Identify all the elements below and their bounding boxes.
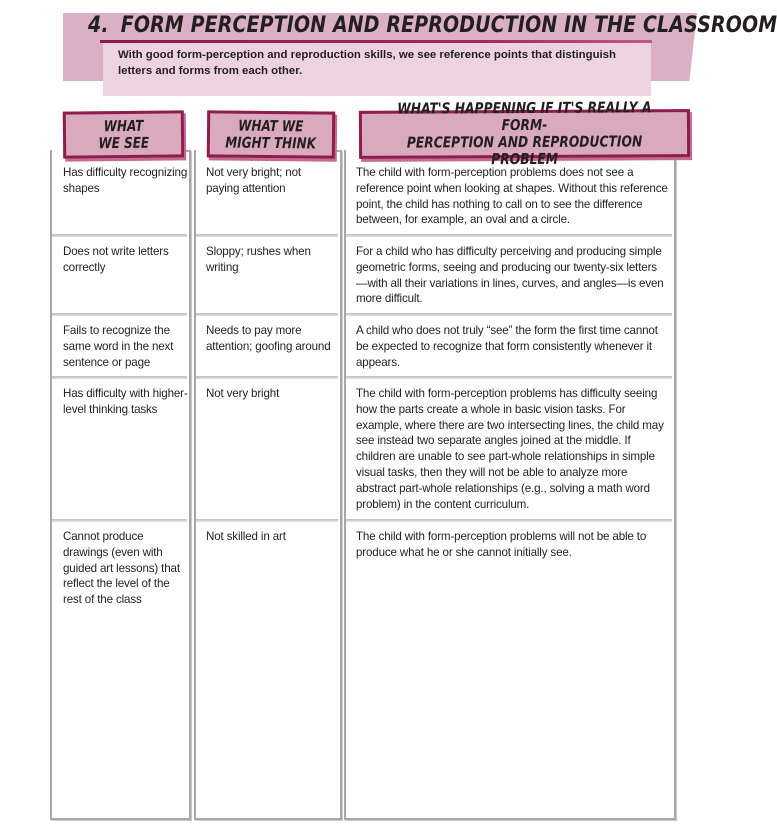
table-cell-whats-happening: The child with form-perception problems will not be able to produce what he or she cannot initially see.: [356, 530, 647, 559]
column-header-label: WHAT'S HAPPENING IF IT'S REALLY A FORM- PERCEPTION AND REPRODUCTION PROBLEM: [397, 98, 652, 169]
row-divider: [346, 313, 672, 316]
column-header-label: WHAT WE MIGHT THINK: [225, 116, 317, 152]
table-cell-whats-happening: For a child who has difficulty perceiving and producing simple geometric forms, seeing and producing our twenty-six letters—with all their variations in lines, curves, and angles—is even more difficult.: [356, 245, 664, 306]
row-divider: [52, 313, 187, 316]
column-header-label: WHAT WE SEE: [98, 116, 150, 152]
row-divider: [196, 519, 338, 522]
row-divider: [52, 234, 187, 237]
table-cell-what-we-see: Does not write letters correctly: [63, 245, 169, 274]
row-divider: [196, 234, 338, 237]
table-cell-what-we-might-think: Needs to pay more attention; goofing around: [206, 324, 331, 353]
table-cell-whats-happening: The child with form-perception problems has difficulty seeing how the parts create a whole in basic vision tasks. For example, where there are two intersecting lines, the child may see instead two separate angles joined at the middle. If children are unable to see part-whole relationships in simple visual tasks, then they will not be able to analyze more abstract part-whole relationships (e.g., solving a math word problem) in the content curriculum.: [356, 387, 664, 511]
table-cell-what-we-might-think: Not very bright; not paying attention: [206, 166, 301, 195]
column-header-what-we-see: [63, 110, 184, 158]
column-header-what-we-might-think: [207, 110, 335, 158]
row-divider: [346, 376, 672, 379]
column-header-whats-happening: [359, 98, 690, 169]
row-divider: [52, 376, 187, 379]
table-cell-what-we-see: Has difficulty recognizing shapes: [63, 166, 188, 195]
row-divider: [52, 519, 187, 522]
table-cell-what-we-might-think: Not skilled in art: [206, 530, 286, 543]
table-cell-what-we-might-think: Not very bright: [206, 387, 280, 400]
table-cell-what-we-see: Cannot produce drawings (even with guided art lessons) that reflect the level of the rest of the class: [63, 530, 180, 607]
title-underline: [100, 40, 652, 43]
page-title: [88, 13, 777, 38]
section-number: 4.: [88, 13, 109, 38]
table-cell-whats-happening: The child with form-perception problems does not see a reference point when looking at shapes. Without this reference point, the child has nothing to call on to see the difference between, for example, an oval and a circle.: [356, 166, 668, 227]
table-cell-what-we-see: Has difficulty with higher-level thinking tasks: [63, 387, 188, 416]
intro-text: With good form-perception and reproduction skills, we see reference points that distinguish letters and forms from each other.: [118, 49, 616, 77]
table-cell-what-we-might-think: Sloppy; rushes when writing: [206, 245, 311, 274]
title-text: FORM PERCEPTION AND REPRODUCTION IN THE CLASSROOM: [120, 13, 777, 38]
column-corner: [336, 150, 342, 152]
table-cell-what-we-see: Fails to recognize the same word in the next sentence or page: [63, 324, 174, 369]
row-divider: [346, 234, 672, 237]
table-cell-whats-happening: A child who does not truly “see” the form the first time cannot be expected to recognize that form consistently whenever it appears.: [356, 324, 658, 369]
row-divider: [346, 519, 672, 522]
row-divider: [196, 376, 338, 379]
row-divider: [196, 313, 338, 316]
column-corner: [185, 150, 191, 152]
